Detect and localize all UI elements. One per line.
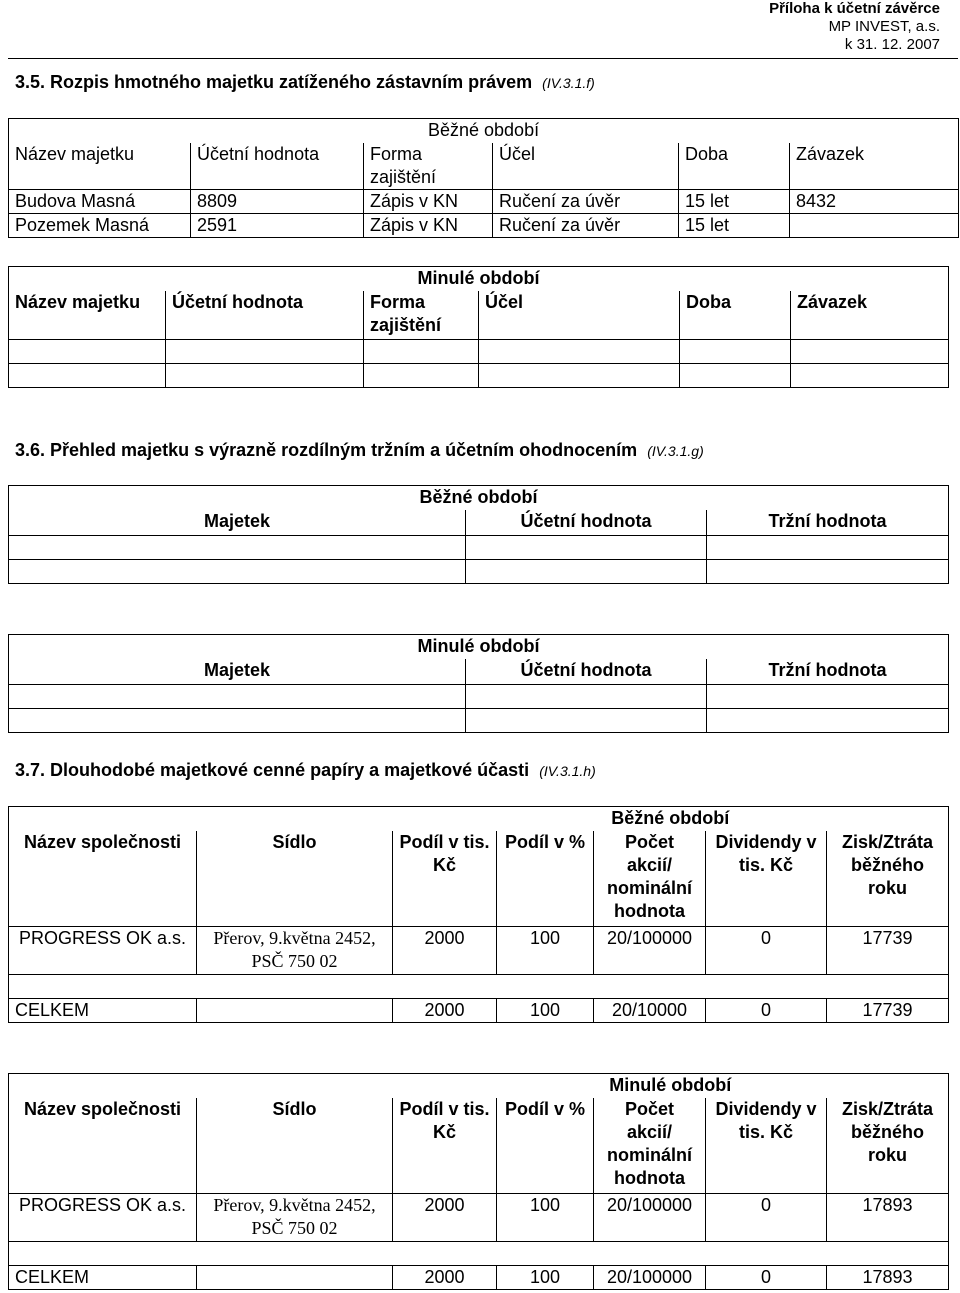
col-header: Účel [479, 291, 680, 340]
table-row [9, 975, 949, 999]
table-row [9, 1242, 949, 1266]
total-row: CELKEM 2000 100 20/10000 0 17739 [9, 999, 949, 1023]
section-3-5-heading: 3.5. Rozpis hmotného majetku zatíženého zástavním právem (IV.3.1.f) [15, 72, 595, 92]
col-header: Majetek [9, 659, 466, 685]
s35-previous-table [8, 266, 949, 388]
col-header: Účetní hodnota [191, 143, 364, 190]
total-row: CELKEM 2000 100 20/100000 0 17893 [9, 1266, 949, 1290]
document-header [769, 0, 940, 54]
col-header: Název majetku [9, 143, 191, 190]
col-header: Název společnosti [9, 1098, 197, 1194]
col-header: Dividendy v tis. Kč [706, 1098, 827, 1194]
s36-previous-table [8, 634, 949, 733]
table-row: Pozemek Masná 2591 Zápis v KN Ručení za úvěr 15 let [9, 214, 959, 238]
col-header: Podíl v % [497, 831, 594, 927]
col-header: Tržní hodnota [707, 659, 949, 685]
header-title: Příloha k účetní závěrce [769, 0, 940, 17]
col-header: Název společnosti [9, 831, 197, 927]
period-label: Běžné období [9, 486, 949, 510]
section-3-6-heading: 3.6. Přehled majetku s výrazně rozdílným tržním a účetním ohodnocením (IV.3.1.g) [15, 440, 704, 460]
col-header: Zisk/Ztráta běžného roku [827, 1098, 949, 1194]
col-header: Závazek [791, 291, 949, 340]
s37-previous-table [8, 1073, 949, 1290]
col-header: Forma zajištění [364, 143, 493, 190]
col-header: Majetek [9, 510, 466, 536]
s36-current-table [8, 485, 949, 584]
s35-current-table [8, 118, 959, 238]
col-header: Podíl v tis. Kč [393, 831, 497, 927]
period-label: Běžné období [9, 119, 959, 143]
col-header: Počet akcií/ nominální hodnota [594, 831, 706, 927]
period-label: Minulé období [9, 267, 949, 291]
header-divider [8, 58, 958, 59]
col-header: Doba [679, 143, 790, 190]
col-header: Účetní hodnota [466, 659, 707, 685]
col-header: Doba [680, 291, 791, 340]
col-header: Sídlo [197, 831, 393, 927]
col-header: Dividendy v tis. Kč [706, 831, 827, 927]
table-row [9, 536, 949, 560]
table-row [9, 364, 949, 388]
table-row [9, 709, 949, 733]
col-header: Závazek [790, 143, 959, 190]
table-row [9, 340, 949, 364]
col-header: Účetní hodnota [166, 291, 364, 340]
col-header: Forma zajištění [364, 291, 479, 340]
section-3-7-heading: 3.7. Dlouhodobé majetkové cenné papíry a majetkové účasti (IV.3.1.h) [15, 760, 596, 780]
col-header: Zisk/Ztráta běžného roku [827, 831, 949, 927]
period-label: Minulé období [393, 1074, 949, 1098]
col-header: Sídlo [197, 1098, 393, 1194]
period-label: Minulé období [9, 635, 949, 659]
header-company: MP INVEST, a.s. [828, 18, 940, 35]
table-row: PROGRESS OK a.s. Přerov, 9.května 2452, PSČ 750 02 2000 100 20/100000 0 17739 [9, 927, 949, 975]
table-row [9, 560, 949, 584]
col-header: Název majetku [9, 291, 166, 340]
s37-current-table [8, 806, 949, 1023]
col-header: Počet akcií/ nominální hodnota [594, 1098, 706, 1194]
col-header: Podíl v tis. Kč [393, 1098, 497, 1194]
table-row: PROGRESS OK a.s. Přerov, 9.května 2452, PSČ 750 02 2000 100 20/100000 0 17893 [9, 1194, 949, 1242]
col-header: Účel [493, 143, 679, 190]
period-label: Běžné období [393, 807, 949, 831]
header-date: k 31. 12. 2007 [844, 36, 940, 53]
col-header: Tržní hodnota [707, 510, 949, 536]
table-row: Budova Masná 8809 Zápis v KN Ručení za úvěr 15 let 8432 [9, 190, 959, 214]
table-row [9, 685, 949, 709]
col-header: Podíl v % [497, 1098, 594, 1194]
col-header: Účetní hodnota [466, 510, 707, 536]
